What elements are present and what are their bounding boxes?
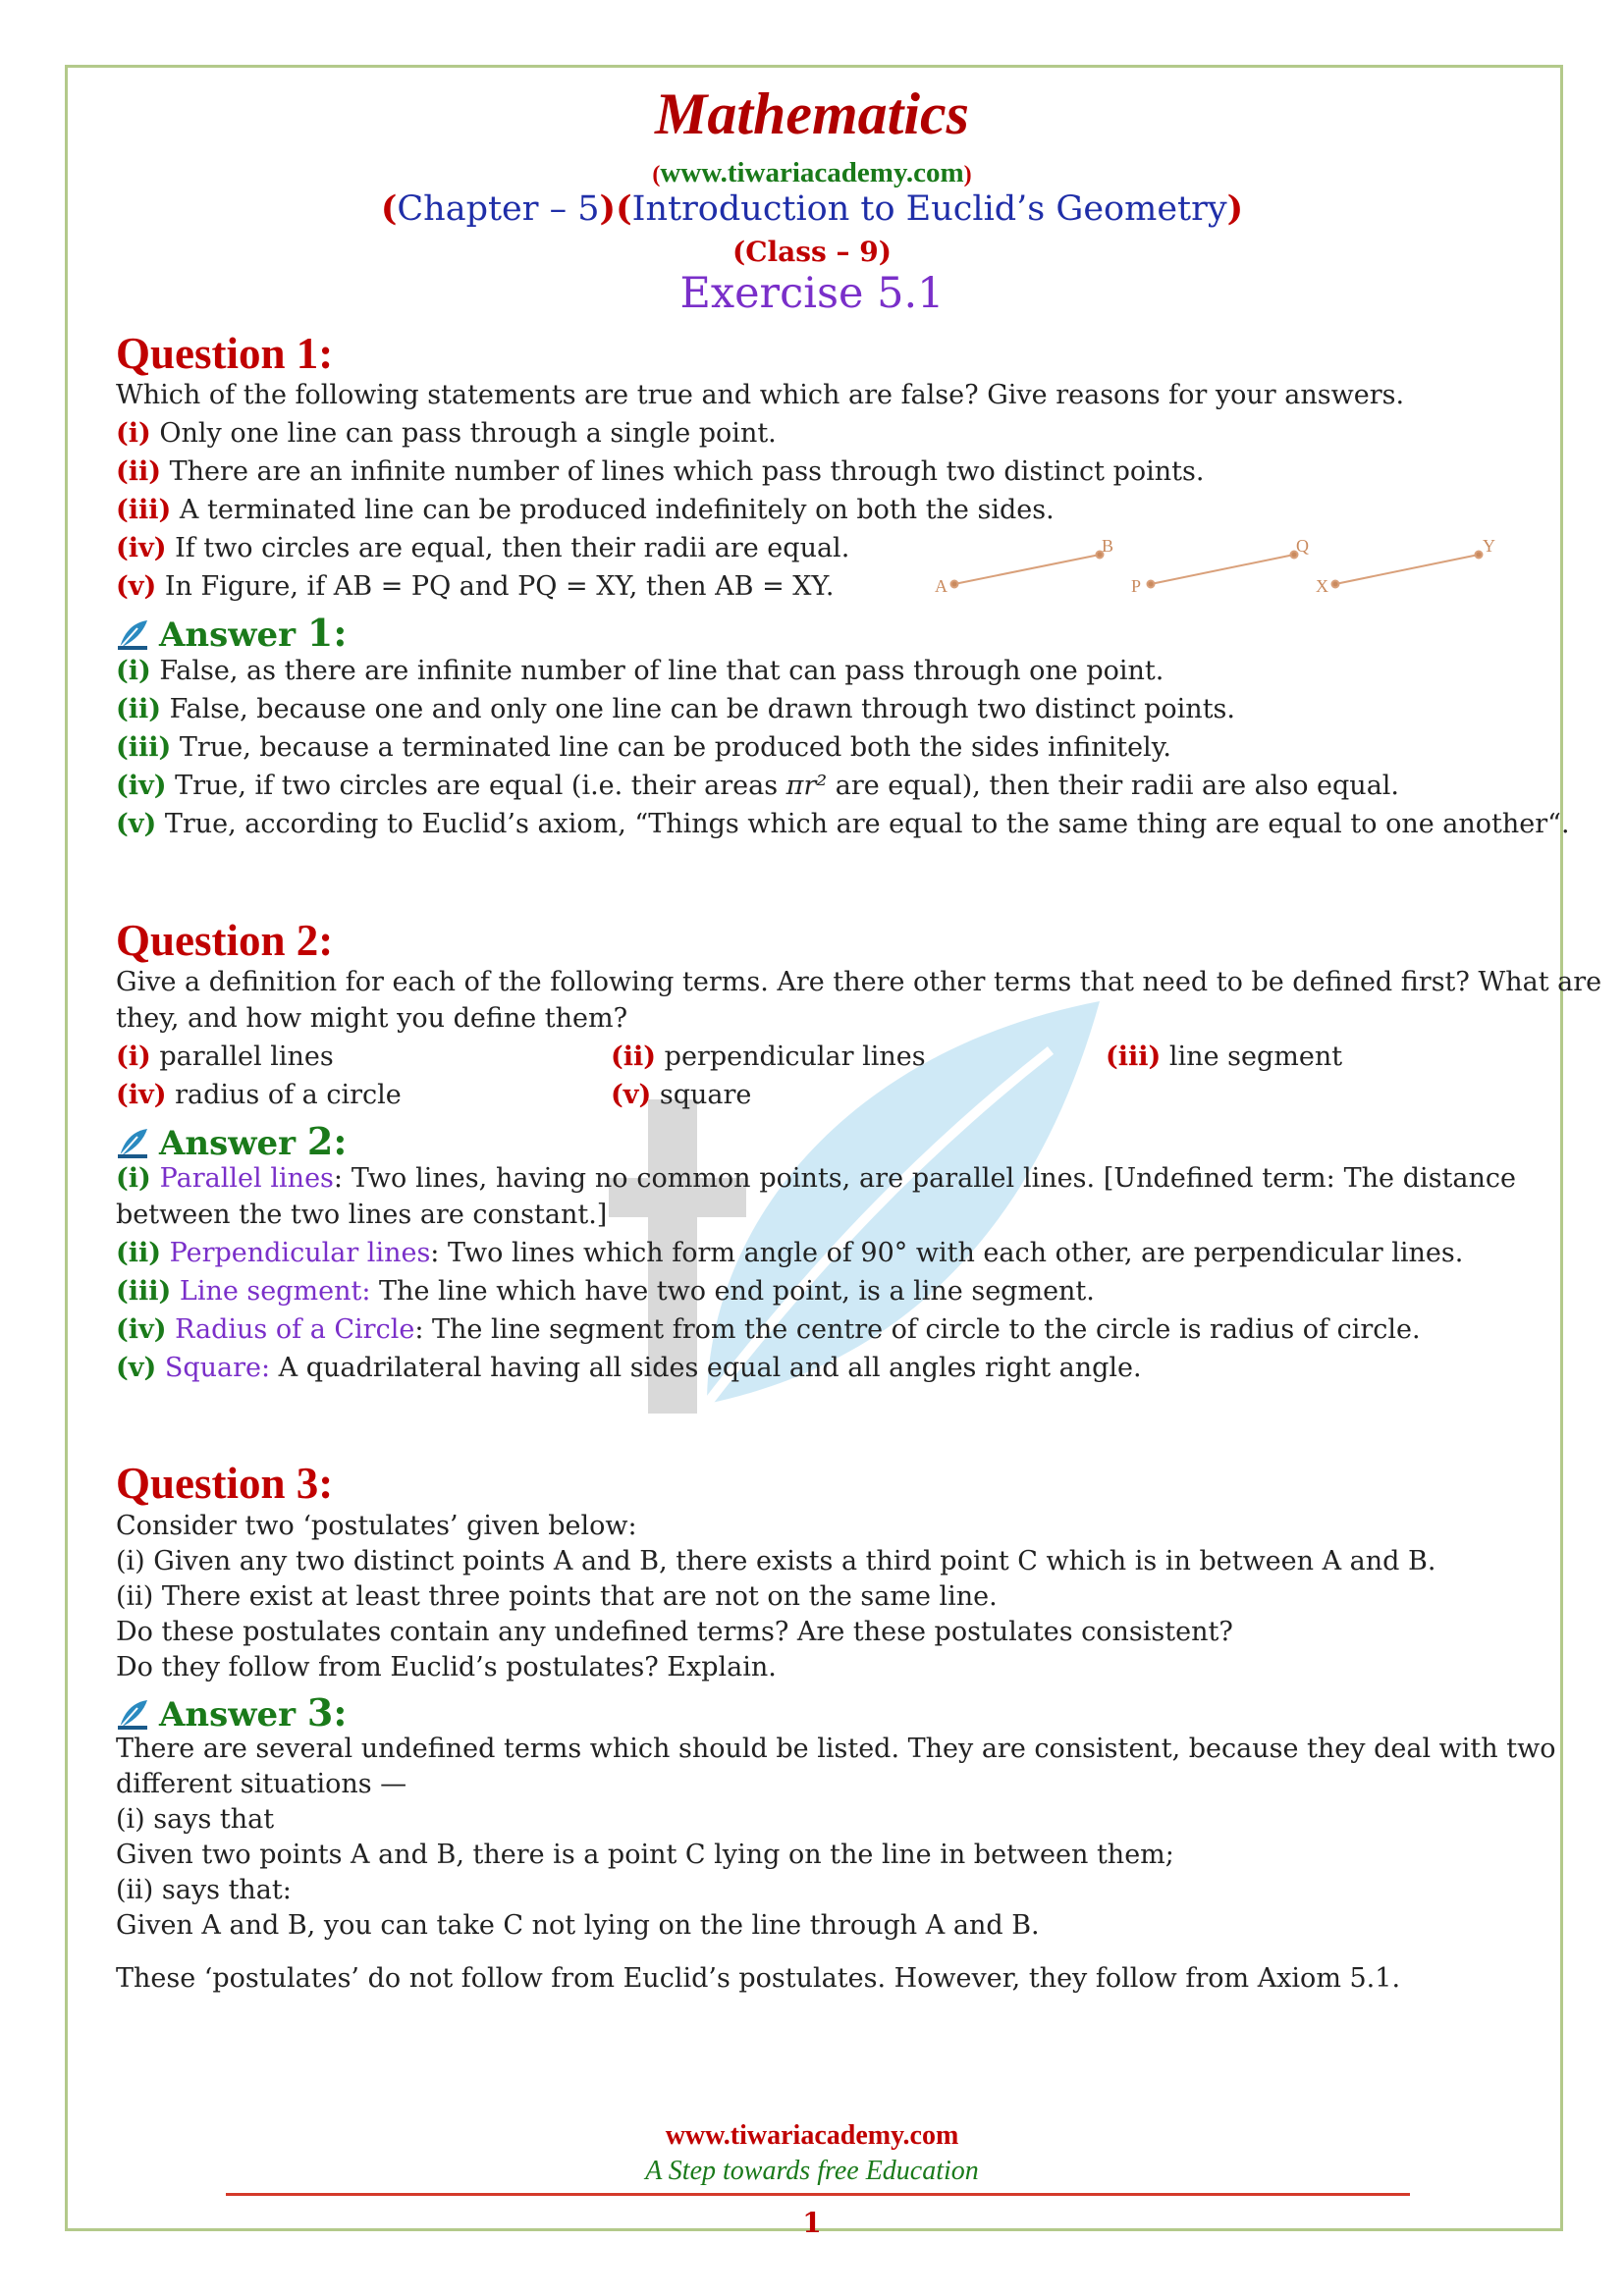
a1-item-iv: (iv) True, if two circles are equal (i.e. their areas πr² are equal), then their radii are also equal. — [116, 771, 1400, 801]
q2-term-v: (v) square — [611, 1080, 752, 1110]
a2-item-v: (v) Square: A quadrilateral having all sides equal and all angles right angle. — [116, 1353, 1142, 1383]
a2-item-i: (i) Parallel lines: Two lines, having no common points, are parallel lines. [Undefined term: The distance — [116, 1163, 1516, 1194]
a1-item-v: (v) True, according to Euclid’s axiom, “Things which are equal to the same thing are equal to one another“. — [116, 809, 1570, 839]
a2-item-iv: (iv) Radius of a Circle: The line segment from the centre of circle to the circle is radius of circle. — [116, 1314, 1421, 1345]
a3-line-3: (i) says that — [116, 1804, 275, 1835]
question-2-heading: Question 2: — [116, 916, 334, 965]
a3-line-1: There are several undefined terms which should be listed. They are consistent, because they deal with two — [116, 1734, 1556, 1764]
q1-item-iv: (iv) If two circles are equal, then their radii are equal. — [116, 533, 850, 563]
q3-line-2: (i) Given any two distinct points A and B, there exists a third point C which is in between A and B. — [116, 1546, 1436, 1576]
label-X: X — [1316, 576, 1328, 596]
q3-line-1: Consider two ‘postulates’ given below: — [116, 1511, 637, 1541]
a2-item-iii: (iii) Line segment: The line which have two end point, is a line segment. — [116, 1276, 1095, 1307]
q1-item-ii: (ii) There are an infinite number of lines which pass through two distinct points. — [116, 456, 1205, 487]
question-2-intro-line-2: they, and how might you define them? — [116, 1003, 628, 1034]
q2-term-iii: (iii) line segment — [1106, 1041, 1343, 1072]
footer-tagline: A Step towards free Education — [645, 2156, 979, 2186]
page-number: 1 — [802, 2207, 822, 2239]
q3-line-3: (ii) There exist at least three points that are not on the same line. — [116, 1581, 998, 1612]
a3-line-5: (ii) says that: — [116, 1875, 292, 1905]
class-label: (Class – 9) — [731, 236, 893, 268]
a2-item-i-continued: between the two lines are constant.] — [116, 1200, 608, 1230]
q1-item-v: (v) In Figure, if AB = PQ and PQ = XY, then AB = XY. — [116, 571, 835, 602]
q2-term-iv: (iv) radius of a circle — [116, 1080, 402, 1110]
q3-line-5: Do they follow from Euclid’s postulates? Explain. — [116, 1652, 777, 1682]
label-Q: Q — [1296, 536, 1309, 556]
answer-3-heading: Answer 3: — [116, 1690, 347, 1735]
a3-line-4: Given two points A and B, there is a point C lying on the line in between them; — [116, 1840, 1174, 1870]
q1-item-iii: (iii) A terminated line can be produced indefinitely on both the sides. — [116, 495, 1055, 525]
answer-1-heading: Answer 1: — [116, 611, 347, 655]
a1-item-iii: (iii) True, because a terminated line can be produced both the sides infinitely. — [116, 732, 1171, 763]
question-1-heading: Question 1: — [116, 329, 334, 378]
q1-item-i: (i) Only one line can pass through a single point. — [116, 418, 777, 449]
exercise-heading: Exercise 5.1 — [679, 269, 945, 318]
quill-icon — [116, 1696, 151, 1732]
q2-term-ii: (ii) perpendicular lines — [611, 1041, 926, 1072]
a3-line-6: Given A and B, you can take C not lying on the line through A and B. — [116, 1910, 1040, 1941]
document-title: Mathematics — [654, 81, 969, 146]
a1-item-ii: (ii) False, because one and only one line can be drawn through two distinct points. — [116, 694, 1235, 724]
label-A: A — [935, 576, 947, 596]
header-website: (www.tiwariacademy.com) — [652, 157, 972, 188]
answer-2-heading: Answer 2: — [116, 1119, 347, 1163]
a3-line-2: different situations — — [116, 1769, 407, 1799]
label-P: P — [1131, 576, 1142, 596]
question-1-intro: Which of the following statements are true and which are false? Give reasons for your answers. — [116, 380, 1405, 410]
question-2-intro-line-1: Give a definition for each of the following terms. Are there other terms that need to be defined first? What are — [116, 967, 1602, 997]
label-Y: Y — [1483, 536, 1495, 556]
chapter-heading: (Chapter – 5)(Introduction to Euclid’s Geometry) — [380, 188, 1244, 229]
a2-item-ii: (ii) Perpendicular lines: Two lines which form angle of 90° with each other, are perpendicular lines. — [116, 1238, 1464, 1268]
question-3-heading: Question 3: — [116, 1459, 334, 1508]
footer-divider — [226, 2193, 1410, 2196]
a3-closing: These ‘postulates’ do not follow from Euclid’s postulates. However, they follow from Axiom 5.1. — [116, 1963, 1401, 1994]
a1-item-i: (i) False, as there are infinite number of line that can pass through one point. — [116, 656, 1164, 686]
segments-figure — [923, 530, 1512, 599]
q3-line-4: Do these postulates contain any undefined terms? Are these postulates consistent? — [116, 1617, 1233, 1647]
q2-term-i: (i) parallel lines — [116, 1041, 334, 1072]
quill-icon — [116, 1125, 151, 1160]
label-B: B — [1102, 536, 1114, 556]
quill-icon — [116, 616, 151, 652]
footer-website-link[interactable]: www.tiwariacademy.com — [665, 2120, 959, 2151]
